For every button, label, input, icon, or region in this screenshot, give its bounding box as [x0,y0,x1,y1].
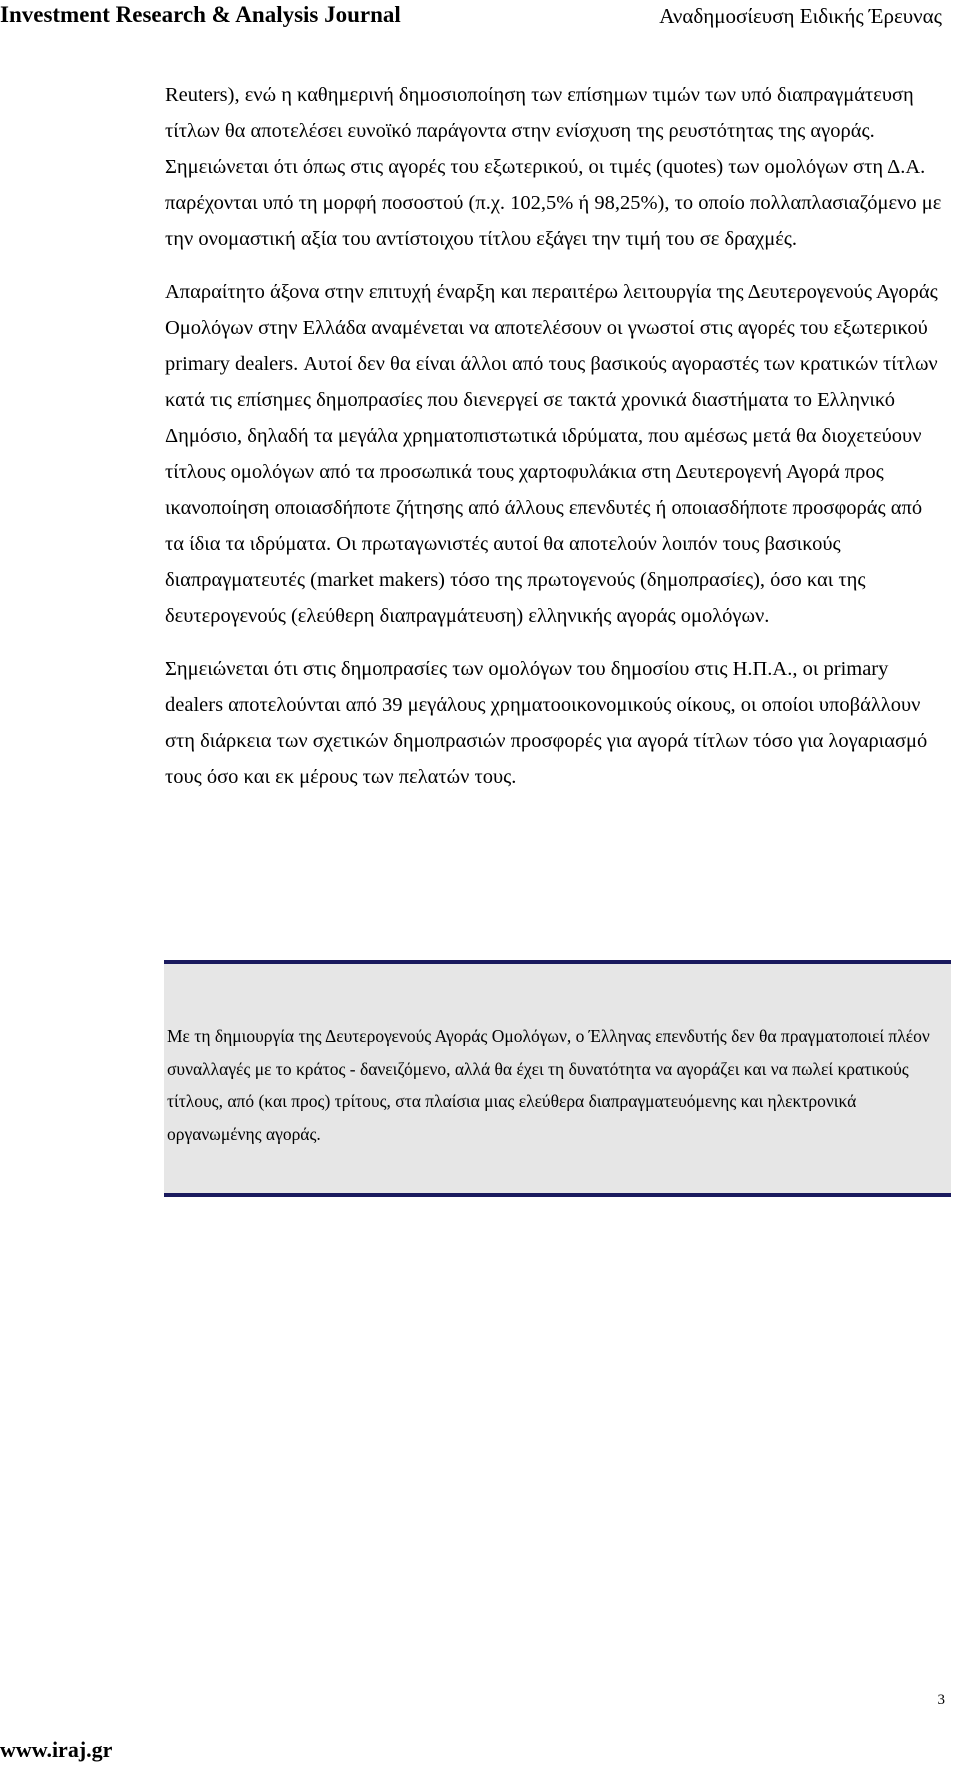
paragraph: Απαραίτητο άξονα στην επιτυχή έναρξη και περαιτέρω λειτουργία της Δευτερογενούς Αγοράς Ομολόγων στην Ελλάδα αναμένεται να αποτελέσουν οι γνωστοί στις αγορές του εξωτερικού primary dealers. Αυτοί δεν θα είναι άλλοι από τους βασικούς αγοραστές των κρατικών τίτλων κατά τις επίσημες δημοπρασίες που διενεργεί σε τακτά χρονικά διαστήματα το Ελληνικό Δημόσιο, δηλαδή τα μεγάλα χρηματοπιστωτικά ιδρύματα, που αμέσως μετά θα διοχετεύουν τίτλους ομολόγων από τα προσωπικά τους χαρτοφυλάκια στη Δευτερογενή Αγορά προς ικανοποίηση οποιασδήποτε ζήτησης από άλλους επενδυτές ή οποιασδήποτε προσφοράς από τα ίδια τα ιδρύματα. Οι πρωταγωνιστές αυτοί θα αποτελούν λοιπόν τους βασικούς διαπραγματευτές (market makers) τόσο της πρωτογενούς (δημοπρασίες), όσο και της δευτερογενούς (ελεύθερη διαπραγμάτευση) ελληνικής αγοράς ομολόγων. [165,281,938,627]
page-number: 3 [937,1692,945,1708]
journal-title: Investment Research & Analysis Journal [0,2,401,27]
footer-website-link[interactable]: www.iraj.gr [0,1737,113,1762]
callout-text: Με τη δημιουργία της Δευτερογενούς Αγοράς Ομολόγων, ο Έλληνας επενδυτής δεν θα πραγματοποιεί πλέον συναλλαγές με το κράτος - δανειζόμενο, αλλά θα έχει τη δυνατότητα να αγοράζει και να πωλεί κρατικούς τίτλους, από (και προς) τρίτους, στα πλαίσια μιας ελεύθερα διαπραγματευόμενης και ηλεκτρονικά οργανωμένης αγοράς. [167,1026,930,1144]
article-body [165,77,945,812]
highlight-callout-box [164,960,951,1197]
section-subtitle: Αναδημοσίευση Ειδικής Έρευνας [659,4,942,28]
paragraph: Reuters), ενώ η καθημερινή δημοσιοποίηση των επίσημων τιμών των υπό διαπραγμάτευση τίτλων θα αποτελέσει ευνοϊκό παράγοντα στην ενίσχυση της ρευστότητας της αγοράς. Σημειώνεται ότι όπως στις αγορές του εξωτερικού, οι τιμές (quotes) των ομολόγων στη Δ.Α. παρέχονται υπό τη μορφή ποσοστού (π.χ. 102,5% ή 98,25%), το οποίο πολλαπλασιαζόμενο με την ονομαστική αξία του αντίστοιχου τίτλου εξάγει την τιμή του σε δραχμές. [165,84,942,250]
paragraph: Σημειώνεται ότι στις δημοπρασίες των ομολόγων του δημοσίου στις Η.Π.Α., οι primary dealers αποτελούνται από 39 μεγάλους χρηματοοικονομικούς οίκους, οι οποίοι υποβάλλουν στη διάρκεια των σχετικών δημοπρασιών προσφορές για αγορά τίτλων τόσο για λογαριασμό τους όσο και εκ μέρους των πελατών τους. [165,658,928,788]
